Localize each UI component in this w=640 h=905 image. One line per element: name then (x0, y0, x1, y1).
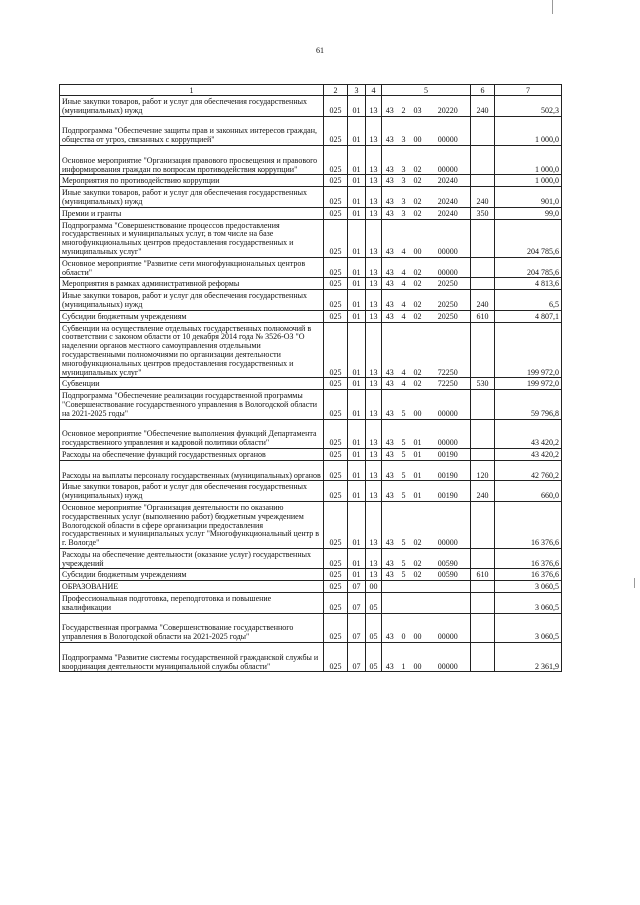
table-row (60, 378, 562, 390)
row-name: Расходы на выплаты персоналу государственных (муниципальных) органов (60, 460, 324, 481)
row-ministry-code: 025 (324, 593, 348, 614)
row-ministry-code: 025 (324, 643, 348, 672)
row-amount: 204 785,6 (495, 257, 562, 278)
row-ministry-code: 025 (324, 257, 348, 278)
row-expense-type: 240 (471, 96, 495, 117)
row-expense-type (471, 581, 495, 593)
row-name: Субсидии бюджетным учреждениям (60, 569, 324, 581)
table-row (60, 581, 562, 593)
row-direction-code: 20240 (426, 187, 471, 208)
row-section-code: 01 (348, 460, 366, 481)
row-expense-type (471, 501, 495, 548)
scan-mark-top (552, 0, 553, 14)
table-row (60, 548, 562, 569)
row-amount: 3 060,5 (495, 581, 562, 593)
row-subprogram-code: 4 (398, 278, 410, 290)
header-col-5: 5 (382, 85, 471, 96)
row-subprogram-code: 5 (398, 390, 410, 419)
row-subsection-code: 13 (366, 322, 382, 378)
row-section-code: 07 (348, 643, 366, 672)
header-col-4: 4 (366, 85, 382, 96)
row-amount: 4 813,6 (495, 278, 562, 290)
row-ministry-code: 025 (324, 96, 348, 117)
row-activity-code: 00 (410, 613, 426, 642)
row-expense-type (471, 448, 495, 460)
row-direction-code: 00590 (426, 569, 471, 581)
row-ministry-code: 025 (324, 548, 348, 569)
table-row (60, 419, 562, 448)
row-expense-type: 530 (471, 378, 495, 390)
row-subsection-code: 13 (366, 501, 382, 548)
row-program-code (382, 593, 398, 614)
row-program-code: 43 (382, 290, 398, 311)
row-section-code: 01 (348, 290, 366, 311)
row-subprogram-code: 0 (398, 613, 410, 642)
row-name: Основное мероприятие "Организация правового просвещения и правового информирования граждан по вопросам противодействия коррупции" (60, 145, 324, 174)
row-section-code: 01 (348, 548, 366, 569)
row-name: Премии и гранты (60, 207, 324, 219)
row-subsection-code: 13 (366, 481, 382, 502)
row-section-code: 07 (348, 593, 366, 614)
row-amount: 502,3 (495, 96, 562, 117)
row-subprogram-code: 4 (398, 290, 410, 311)
row-activity-code: 01 (410, 460, 426, 481)
row-subprogram-code: 4 (398, 219, 410, 257)
row-direction-code: 00000 (426, 501, 471, 548)
row-expense-type: 120 (471, 460, 495, 481)
table-row (60, 569, 562, 581)
row-direction-code (426, 593, 471, 614)
row-ministry-code: 025 (324, 569, 348, 581)
row-activity-code: 02 (410, 569, 426, 581)
row-amount: 660,0 (495, 481, 562, 502)
row-subprogram-code: 5 (398, 481, 410, 502)
row-direction-code: 00590 (426, 548, 471, 569)
row-ministry-code: 025 (324, 207, 348, 219)
row-activity-code: 02 (410, 175, 426, 187)
row-program-code: 43 (382, 378, 398, 390)
row-ministry-code: 025 (324, 448, 348, 460)
row-name: Подпрограмма "Совершенствование процессов предоставления государственных и муниципальных услуг, в том числе на базе многофункциональных центров предоставления государственных и муниципальных услуг" (60, 219, 324, 257)
row-name: Подпрограмма "Обеспечение защиты прав и законных интересов граждан, общества от угроз, связанных с коррупцией" (60, 116, 324, 145)
row-ministry-code: 025 (324, 460, 348, 481)
row-name: Мероприятия в рамках административной реформы (60, 278, 324, 290)
row-section-code: 01 (348, 322, 366, 378)
row-program-code: 43 (382, 390, 398, 419)
row-activity-code: 01 (410, 448, 426, 460)
row-program-code: 43 (382, 322, 398, 378)
row-program-code: 43 (382, 187, 398, 208)
row-expense-type: 240 (471, 481, 495, 502)
row-subsection-code: 00 (366, 581, 382, 593)
row-ministry-code: 025 (324, 175, 348, 187)
header-col-1: 1 (60, 85, 324, 96)
row-subprogram-code: 1 (398, 643, 410, 672)
row-expense-type: 610 (471, 310, 495, 322)
row-program-code: 43 (382, 548, 398, 569)
row-name: Основное мероприятие "Развитие сети многофункциональных центров области" (60, 257, 324, 278)
row-expense-type (471, 390, 495, 419)
row-name: Расходы на обеспечение функций государственных органов (60, 448, 324, 460)
row-subprogram-code: 5 (398, 419, 410, 448)
table-row (60, 175, 562, 187)
row-direction-code: 20220 (426, 96, 471, 117)
row-activity-code: 02 (410, 310, 426, 322)
row-ministry-code: 025 (324, 390, 348, 419)
row-subsection-code: 13 (366, 278, 382, 290)
table-row (60, 187, 562, 208)
row-activity-code: 02 (410, 257, 426, 278)
row-section-code: 01 (348, 207, 366, 219)
row-subsection-code: 13 (366, 257, 382, 278)
row-program-code (382, 581, 398, 593)
budget-table (59, 84, 562, 672)
row-ministry-code: 025 (324, 145, 348, 174)
row-name: Субвенции (60, 378, 324, 390)
row-subprogram-code: 3 (398, 116, 410, 145)
row-subprogram-code: 4 (398, 257, 410, 278)
row-expense-type (471, 219, 495, 257)
row-program-code: 43 (382, 145, 398, 174)
row-expense-type (471, 257, 495, 278)
page-number: 61 (316, 46, 324, 55)
row-subprogram-code: 5 (398, 460, 410, 481)
row-name: Основное мероприятие "Организация деятельности по оказанию государственных услуг (выполнению работ) бюджетным учреждением Вологодской области в сфере организации предоставления государственных и муниципальных услуг "Многофункциональный центр в г. Вологде" (60, 501, 324, 548)
row-section-code: 01 (348, 278, 366, 290)
table-row (60, 96, 562, 117)
row-ministry-code: 025 (324, 613, 348, 642)
row-activity-code: 02 (410, 278, 426, 290)
row-ministry-code: 025 (324, 419, 348, 448)
row-direction-code: 72250 (426, 378, 471, 390)
row-subsection-code: 13 (366, 448, 382, 460)
row-amount: 43 420,2 (495, 448, 562, 460)
row-activity-code: 00 (410, 116, 426, 145)
header-row (60, 85, 562, 96)
row-subsection-code: 13 (366, 390, 382, 419)
row-ministry-code: 025 (324, 187, 348, 208)
row-ministry-code: 025 (324, 116, 348, 145)
row-subprogram-code: 3 (398, 207, 410, 219)
row-direction-code: 00000 (426, 145, 471, 174)
row-activity-code: 00 (410, 219, 426, 257)
row-subsection-code: 13 (366, 419, 382, 448)
row-subsection-code: 13 (366, 219, 382, 257)
row-expense-type (471, 643, 495, 672)
row-direction-code: 00000 (426, 613, 471, 642)
row-subsection-code: 05 (366, 593, 382, 614)
row-subprogram-code: 2 (398, 96, 410, 117)
header-col-7: 7 (495, 85, 562, 96)
row-name: Расходы на обеспечение деятельности (оказание услуг) государственных учреждений (60, 548, 324, 569)
row-name: Иные закупки товаров, работ и услуг для обеспечения государственных (муниципальных) нужд (60, 96, 324, 117)
row-activity-code: 03 (410, 96, 426, 117)
table-row (60, 145, 562, 174)
row-name: Профессиональная подготовка, переподготовка и повышение квалификации (60, 593, 324, 614)
row-section-code: 01 (348, 481, 366, 502)
row-subprogram-code: 3 (398, 145, 410, 174)
row-subsection-code: 13 (366, 207, 382, 219)
table-row (60, 593, 562, 614)
row-section-code: 01 (348, 116, 366, 145)
row-ministry-code: 025 (324, 481, 348, 502)
row-activity-code: 01 (410, 481, 426, 502)
row-expense-type: 350 (471, 207, 495, 219)
row-program-code: 43 (382, 643, 398, 672)
row-direction-code: 20250 (426, 290, 471, 311)
row-direction-code (426, 581, 471, 593)
row-section-code: 07 (348, 581, 366, 593)
row-name: Государственная программа "Совершенствование государственного управления в Вологодской области на 2021-2025 годы" (60, 613, 324, 642)
row-section-code: 01 (348, 501, 366, 548)
table-row (60, 257, 562, 278)
row-amount: 204 785,6 (495, 219, 562, 257)
row-amount: 1 000,0 (495, 145, 562, 174)
row-expense-type: 240 (471, 187, 495, 208)
table-row (60, 460, 562, 481)
row-direction-code: 20240 (426, 175, 471, 187)
row-name: Иные закупки товаров, работ и услуг для обеспечения государственных (муниципальных) нужд (60, 290, 324, 311)
row-activity-code: 00 (410, 390, 426, 419)
row-activity-code: 02 (410, 207, 426, 219)
row-subprogram-code: 5 (398, 501, 410, 548)
row-ministry-code: 025 (324, 581, 348, 593)
row-subsection-code: 05 (366, 613, 382, 642)
row-section-code: 07 (348, 613, 366, 642)
row-amount: 3 060,5 (495, 593, 562, 614)
row-name: Основное мероприятие "Обеспечение выполнения функций Департамента государственного управления и кадровой политики области" (60, 419, 324, 448)
row-ministry-code: 025 (324, 310, 348, 322)
row-subsection-code: 13 (366, 310, 382, 322)
row-expense-type (471, 116, 495, 145)
row-amount: 4 807,1 (495, 310, 562, 322)
row-subsection-code: 13 (366, 290, 382, 311)
row-direction-code: 72250 (426, 322, 471, 378)
row-subprogram-code: 4 (398, 322, 410, 378)
row-section-code: 01 (348, 378, 366, 390)
row-section-code: 01 (348, 219, 366, 257)
row-program-code: 43 (382, 613, 398, 642)
row-section-code: 01 (348, 310, 366, 322)
row-ministry-code: 025 (324, 278, 348, 290)
row-amount: 199 972,0 (495, 322, 562, 378)
row-direction-code: 20250 (426, 310, 471, 322)
table-row (60, 322, 562, 378)
row-program-code: 43 (382, 460, 398, 481)
row-amount: 16 376,6 (495, 501, 562, 548)
table-row (60, 448, 562, 460)
row-program-code: 43 (382, 481, 398, 502)
row-amount: 6,5 (495, 290, 562, 311)
row-name: Иные закупки товаров, работ и услуг для обеспечения государственных (муниципальных) нужд (60, 481, 324, 502)
row-expense-type (471, 548, 495, 569)
row-amount: 43 420,2 (495, 419, 562, 448)
row-activity-code: 02 (410, 290, 426, 311)
row-program-code: 43 (382, 219, 398, 257)
row-name: Иные закупки товаров, работ и услуг для обеспечения государственных (муниципальных) нужд (60, 187, 324, 208)
row-subsection-code: 13 (366, 116, 382, 145)
row-subprogram-code: 4 (398, 310, 410, 322)
row-direction-code: 20240 (426, 207, 471, 219)
row-subsection-code: 13 (366, 460, 382, 481)
table-row (60, 501, 562, 548)
row-subprogram-code (398, 593, 410, 614)
row-subsection-code: 13 (366, 175, 382, 187)
row-ministry-code: 025 (324, 322, 348, 378)
row-program-code: 43 (382, 448, 398, 460)
row-program-code: 43 (382, 207, 398, 219)
row-subsection-code: 13 (366, 145, 382, 174)
row-subsection-code: 05 (366, 643, 382, 672)
row-program-code: 43 (382, 310, 398, 322)
header-col-6: 6 (471, 85, 495, 96)
row-name: Субсидии бюджетным учреждениям (60, 310, 324, 322)
row-expense-type: 610 (471, 569, 495, 581)
header-col-3: 3 (348, 85, 366, 96)
row-program-code: 43 (382, 257, 398, 278)
row-section-code: 01 (348, 448, 366, 460)
row-direction-code: 20250 (426, 278, 471, 290)
row-expense-type (471, 175, 495, 187)
row-program-code: 43 (382, 116, 398, 145)
row-expense-type (471, 593, 495, 614)
row-subsection-code: 13 (366, 187, 382, 208)
row-program-code: 43 (382, 501, 398, 548)
row-program-code: 43 (382, 278, 398, 290)
table-row (60, 390, 562, 419)
table-row (60, 207, 562, 219)
row-direction-code: 00000 (426, 219, 471, 257)
row-ministry-code: 025 (324, 378, 348, 390)
row-activity-code (410, 593, 426, 614)
row-amount: 42 760,2 (495, 460, 562, 481)
table-row (60, 219, 562, 257)
row-direction-code: 00190 (426, 448, 471, 460)
row-amount: 3 060,5 (495, 613, 562, 642)
row-amount: 1 000,0 (495, 116, 562, 145)
row-ministry-code: 025 (324, 501, 348, 548)
table-row (60, 310, 562, 322)
row-program-code: 43 (382, 419, 398, 448)
row-activity-code (410, 581, 426, 593)
row-section-code: 01 (348, 187, 366, 208)
row-ministry-code: 025 (324, 290, 348, 311)
row-direction-code: 00190 (426, 460, 471, 481)
row-direction-code: 00190 (426, 481, 471, 502)
row-amount: 901,0 (495, 187, 562, 208)
row-activity-code: 02 (410, 501, 426, 548)
row-expense-type (471, 613, 495, 642)
row-activity-code: 00 (410, 643, 426, 672)
row-direction-code: 00000 (426, 257, 471, 278)
row-subsection-code: 13 (366, 378, 382, 390)
row-expense-type (471, 145, 495, 174)
row-activity-code: 02 (410, 378, 426, 390)
row-expense-type (471, 278, 495, 290)
row-section-code: 01 (348, 419, 366, 448)
row-subprogram-code: 3 (398, 175, 410, 187)
row-section-code: 01 (348, 175, 366, 187)
row-program-code: 43 (382, 96, 398, 117)
row-subprogram-code: 3 (398, 187, 410, 208)
row-section-code: 01 (348, 390, 366, 419)
row-direction-code: 00000 (426, 643, 471, 672)
table-row (60, 613, 562, 642)
row-name: ОБРАЗОВАНИЕ (60, 581, 324, 593)
row-section-code: 01 (348, 145, 366, 174)
row-section-code: 01 (348, 257, 366, 278)
row-expense-type: 240 (471, 290, 495, 311)
row-activity-code: 02 (410, 187, 426, 208)
row-activity-code: 02 (410, 145, 426, 174)
row-subprogram-code: 5 (398, 548, 410, 569)
table-row (60, 116, 562, 145)
table-row (60, 278, 562, 290)
row-name: Мероприятия по противодействию коррупции (60, 175, 324, 187)
table-row (60, 643, 562, 672)
scan-mark-right (634, 578, 635, 588)
table-row (60, 481, 562, 502)
row-amount: 1 000,0 (495, 175, 562, 187)
row-subprogram-code: 5 (398, 569, 410, 581)
row-program-code: 43 (382, 569, 398, 581)
row-section-code: 01 (348, 569, 366, 581)
header-col-2: 2 (324, 85, 348, 96)
row-subprogram-code: 5 (398, 448, 410, 460)
row-direction-code: 00000 (426, 116, 471, 145)
row-amount: 59 796,8 (495, 390, 562, 419)
row-subsection-code: 13 (366, 96, 382, 117)
row-subprogram-code: 4 (398, 378, 410, 390)
table-row (60, 290, 562, 311)
row-amount: 2 361,9 (495, 643, 562, 672)
row-expense-type (471, 322, 495, 378)
row-amount: 199 972,0 (495, 378, 562, 390)
row-name: Субвенции на осуществление отдельных государственных полномочий в соответствии с законом области от 10 декабря 2014 года № 3526-ОЗ "О наделении органов местного самоуправления отдельными государственными полномочиями по организации деятельности многофункциональных центров предоставления государственных и муниципальных услуг" (60, 322, 324, 378)
row-name: Подпрограмма "Обеспечение реализации государственной программы "Совершенствование государственного управления в Вологодской области на 2021-2025 годы" (60, 390, 324, 419)
row-subprogram-code (398, 581, 410, 593)
row-direction-code: 00000 (426, 419, 471, 448)
row-expense-type (471, 419, 495, 448)
row-subsection-code: 13 (366, 548, 382, 569)
row-activity-code: 02 (410, 322, 426, 378)
row-amount: 16 376,6 (495, 548, 562, 569)
row-section-code: 01 (348, 96, 366, 117)
row-name: Подпрограмма "Развитие системы государственной гражданской службы и координация деятельности муниципальной службы области" (60, 643, 324, 672)
row-ministry-code: 025 (324, 219, 348, 257)
row-amount: 99,0 (495, 207, 562, 219)
row-activity-code: 01 (410, 419, 426, 448)
row-program-code: 43 (382, 175, 398, 187)
row-activity-code: 02 (410, 548, 426, 569)
row-amount: 16 376,6 (495, 569, 562, 581)
row-direction-code: 00000 (426, 390, 471, 419)
row-subsection-code: 13 (366, 569, 382, 581)
